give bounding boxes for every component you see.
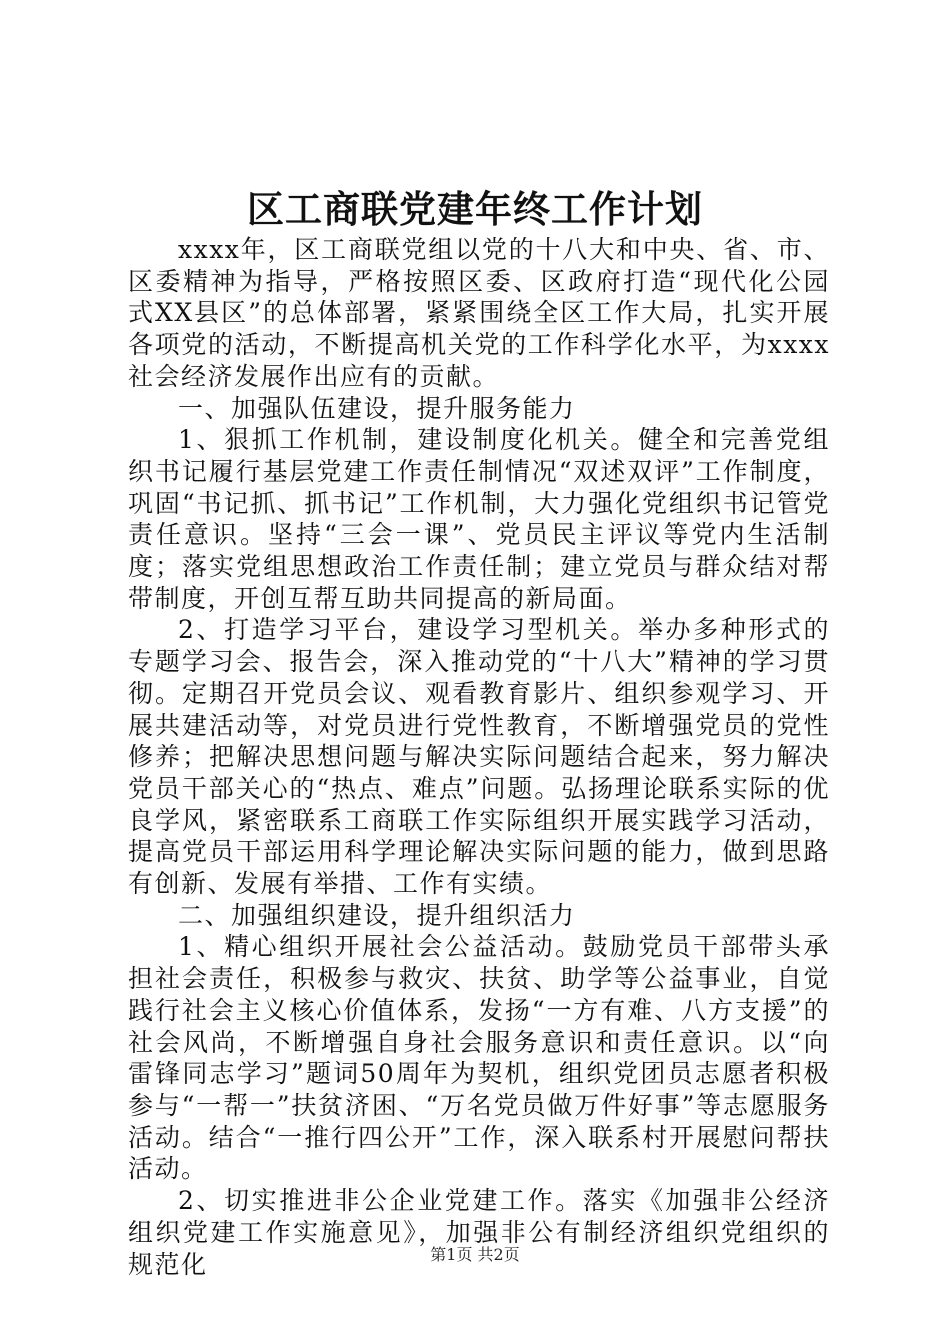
intro-paragraph: xxxx年，区工商联党组以党的十八大和中央、省、市、区委精神为指导，严格按照区委、区政府打造“现代化公园式XX县区”的总体部署，紧紧围绕全区工作大局，扎实开展各项党的活动，不断提高机关党的工作科学化水平，为xxxx社会经济发展作出应有的贡献。: [128, 235, 830, 391]
section-heading-2: 二、加强组织建设，提升组织活力: [178, 900, 576, 930]
page-footer: 第1页 共2页: [430, 1245, 520, 1264]
document-body: [128, 234, 830, 1280]
section-heading-1: 一、加强队伍建设，提升服务能力: [178, 393, 576, 423]
section-2-item-2: 2、切实推进非公企业党建工作。落实《加强非公经济组织党建工作实施意见》，加强非公有制经济组织党组织的规范化: [128, 1186, 830, 1279]
section-2-item-1: 1、精心组织开展社会公益活动。鼓励党员干部带头承担社会责任，积极参与救灾、扶贫、助学等公益事业，自觉践行社会主义核心价值体系，发扬“一方有难、八方支援”的社会风尚，不断增强自身社会服务意识和责任意识。以“向雷锋同志学习”题词50周年为契机，组织党团员志愿者积极参与“一帮一”扶贫济困、“万名党员做万件好事”等志愿服务活动。结合“一推行四公开”工作，深入联系村开展慰问帮扶活动。: [128, 932, 830, 1184]
document-title: 区工商联党建年终工作计划: [247, 187, 703, 231]
section-1-item-2: 2、打造学习平台，建设学习型机关。举办多种形式的专题学习会、报告会，深入推动党的“十八大”精神的学习贯彻。定期召开党员会议、观看教育影片、组织参观学习、开展共建活动等，对党员进行党性教育，不断增强党员的党性修养；把解决思想问题与解决实际问题结合起来，努力解决党员干部关心的“热点、难点”问题。弘扬理论联系实际的优良学风，紧密联系工商联工作实际组织开展实践学习活动，提高党员干部运用科学理论解决实际问题的能力，做到思路有创新、发展有举措、工作有实绩。: [128, 615, 830, 899]
section-1-item-1: 1、狠抓工作机制，建设制度化机关。健全和完善党组织书记履行基层党建工作责任制情况“双述双评”工作制度，巩固“书记抓、抓书记”工作机制，大力强化党组织书记管党责任意识。坚持“三会一课”、党员民主评议等党内生活制度；落实党组思想政治工作责任制；建立党员与群众结对帮带制度，开创互帮互助共同提高的新局面。: [128, 425, 830, 613]
